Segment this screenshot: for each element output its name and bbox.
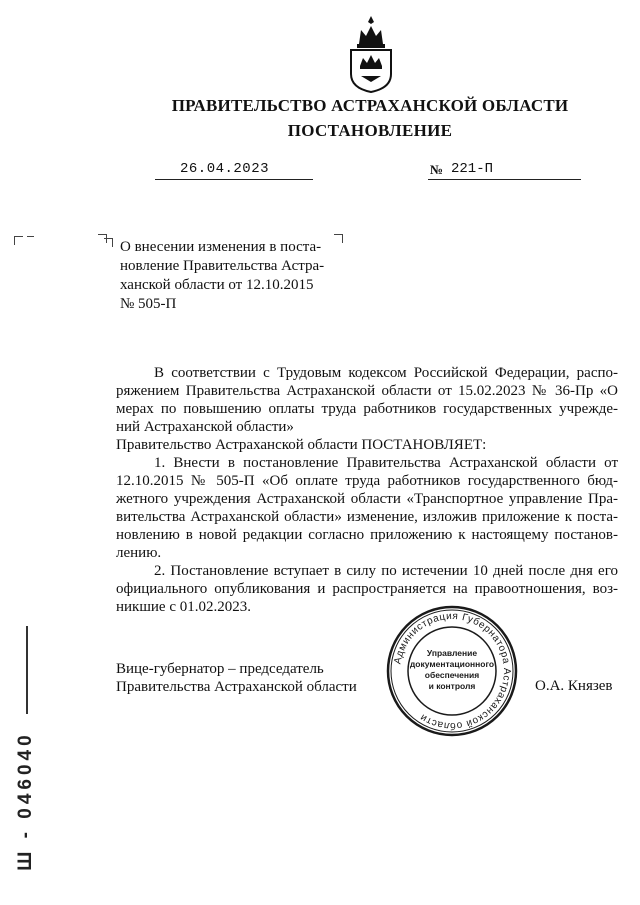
subject-line: О внесении изменения в поста- (120, 239, 322, 255)
corner-mark (104, 238, 113, 247)
body-line: ний Астраханской области» (116, 419, 294, 435)
body-line: вительства Астраханской области» изменение, изложив приложение к поста- (116, 509, 618, 525)
svg-text:и контроля: и контроля (428, 681, 476, 691)
organization-title: ПРАВИТЕЛЬСТВО АСТРАХАНСКОЙ ОБЛАСТИ (171, 96, 569, 115)
crown-shield-icon (341, 14, 401, 94)
subject-line: новление Правительства Астра- (120, 258, 325, 274)
svg-text:документационного: документационного (409, 659, 495, 669)
document-number: 221-П (451, 161, 494, 177)
margin-bar (26, 626, 28, 714)
date-underline (155, 179, 313, 180)
body-line: новлению в новой редакции согласно приложению к настоящему постанов- (116, 527, 618, 543)
number-underline (428, 179, 581, 180)
signatory-position (116, 660, 357, 696)
body-line: никшие с 01.02.2023. (116, 599, 251, 615)
body-line: В соответствии с Трудовым кодексом Российской Федерации, распо- (154, 365, 618, 381)
coat-of-arms-emblem (341, 14, 401, 94)
body-line: ряжением Правительства Астраханской области от 15.02.2023 № 36-Пр «О (116, 383, 618, 399)
body-line: мерах по повышению оплаты труда работников государственных учрежде- (116, 401, 618, 417)
serial-text: Ш - 046040 (15, 731, 36, 871)
document-subject (120, 238, 340, 314)
body-line: Правительство Астраханской области ПОСТАНОВЛЯЕТ: (116, 437, 487, 453)
body-line: лению. (116, 545, 162, 561)
subject-line: ханской области от 12.10.2015 (120, 277, 314, 293)
corner-mark (14, 236, 23, 245)
body-line: 2. Постановление вступает в силу по истечении 10 дней после дня его (154, 563, 618, 579)
document-date: 26.04.2023 (180, 161, 270, 177)
form-serial-number (2, 731, 50, 871)
signatory-position-line: Правительства Астраханской области (116, 679, 357, 695)
svg-text:Администрация Губернатора Астр: Администрация Губернатора Астраханской области (392, 610, 513, 732)
body-line: 12.10.2015 № 505-П «Об оплате труда работников государственного бюд- (116, 473, 618, 489)
official-stamp (385, 604, 519, 738)
stamp-seal-icon (385, 604, 519, 738)
body-line: официального опубликования и распространяется на правоотношения, воз- (116, 581, 618, 597)
svg-text:Управление: Управление (426, 648, 478, 658)
corner-mark (27, 236, 34, 245)
signatory-name: О.А. Князев (535, 678, 613, 694)
body-line: жетного учреждения Астраханской области «Транспортное управление Пра- (116, 491, 618, 507)
document-type: ПОСТАНОВЛЕНИЕ (287, 121, 453, 140)
body-line: 1. Внести в постановление Правительства Астраханской области от (154, 455, 618, 471)
svg-text:обеспечения: обеспечения (424, 670, 480, 680)
number-label: № (430, 162, 444, 177)
signatory-position-line: Вице-губернатор – председатель (116, 661, 324, 677)
subject-line: № 505-П (120, 296, 177, 312)
document-body (116, 364, 618, 616)
